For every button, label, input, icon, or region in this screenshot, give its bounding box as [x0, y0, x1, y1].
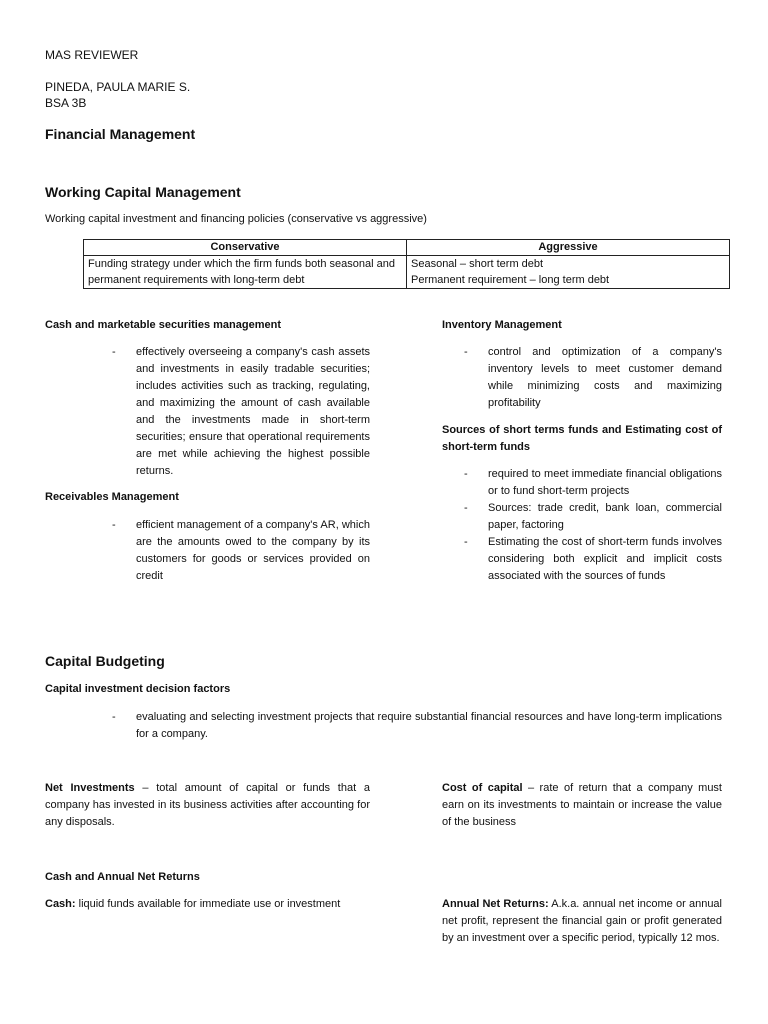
heading-financial-management: Financial Management — [45, 126, 196, 142]
list-item — [442, 500, 722, 534]
heading-receivables: Receivables Management — [45, 491, 179, 503]
cost-of-capital-term: Cost of capital — [442, 782, 523, 794]
bullet-dash: - — [464, 536, 468, 548]
cash-management-text: effectively overseeing a company's cash assets and investments in easily tradable securities; includes activities such as tracking, regulating, and maximizing the amount of cash available and the investments made in short-term securities; ensure that operational requirements are met while achieving the highest possible returns. — [136, 346, 370, 477]
sources-text-3: Estimating the cost of short-term funds involves considering both explicit and implicit costs associated with the sources of funds — [488, 536, 722, 582]
list-item — [90, 344, 370, 480]
cost-of-capital-text: – rate of return that a company must earn on its investments to maintain or increase the value of the business — [442, 782, 722, 828]
heading-cash-management: Cash and marketable securities management — [45, 319, 281, 331]
annual-net-returns-term: Annual Net Returns: — [442, 898, 549, 910]
author-section: BSA 3B — [45, 96, 87, 110]
net-investments-term: Net Investments — [45, 782, 135, 794]
bullet-dash: - — [464, 502, 468, 514]
aggressive-line-2: Permanent requirement – long term debt — [411, 274, 610, 286]
list-item — [90, 709, 722, 743]
cash-term: Cash: — [45, 898, 76, 910]
net-investments-text: – total amount of capital or funds that a company has invested in its business activities after accounting for any disposals. — [45, 782, 370, 828]
net-investments-def — [45, 780, 370, 831]
sources-text-2: Sources: trade credit, bank loan, commercial paper, factoring — [488, 502, 722, 531]
cash-def — [45, 896, 370, 913]
heading-sources: Sources of short terms funds and Estimating cost of short-term funds — [442, 424, 722, 453]
author-name: PINEDA, PAULA MARIE S. — [45, 80, 191, 94]
heading-cash-returns: Cash and Annual Net Returns — [45, 871, 200, 883]
bullet-dash: - — [112, 519, 116, 531]
inventory-text: control and optimization of a company's inventory levels to meet customer demand while minimizing costs and maximizing profitability — [488, 346, 722, 409]
receivables-text: efficient management of a company's AR, which are the amounts owed to the company by its customers for goods or services provided on credit — [136, 519, 370, 582]
bullet-dash: - — [112, 711, 116, 723]
bullet-dash: - — [464, 468, 468, 480]
table-header-aggressive: Aggressive — [407, 240, 730, 256]
bullet-dash: - — [464, 346, 468, 358]
table-header-conservative: Conservative — [84, 240, 407, 256]
heading-working-capital: Working Capital Management — [45, 184, 241, 200]
sources-text-1: required to meet immediate financial obligations or to fund short-term projects — [488, 468, 722, 497]
annual-net-returns-def — [442, 896, 722, 947]
table-header-row — [84, 240, 730, 256]
aggressive-line-1: Seasonal – short term debt — [411, 258, 544, 270]
cash-text: liquid funds available for immediate use or investment — [75, 898, 341, 910]
list-item — [442, 466, 722, 500]
policy-table — [83, 239, 730, 289]
policy-table-wrap — [83, 239, 730, 289]
table-cell-conservative: Funding strategy under which the firm funds both seasonal and permanent requirements with long-term debt — [84, 256, 407, 289]
decision-factors-text: evaluating and selecting investment projects that require substantial financial resources and have long-term implications for a company. — [136, 711, 722, 740]
annual-net-returns-text: A.k.a. annual net income or annual net profit, represent the financial gain or profit generated by an investment over a specific period, typically 12 mos. — [442, 898, 722, 944]
cost-of-capital-def — [442, 780, 722, 831]
list-item — [90, 517, 370, 585]
doc-title: MAS REVIEWER — [45, 48, 139, 62]
sources-list — [442, 466, 722, 585]
table-row — [84, 256, 730, 289]
list-item — [442, 344, 722, 412]
bullet-dash: - — [112, 346, 116, 358]
heading-decision-factors: Capital investment decision factors — [45, 683, 231, 695]
list-item — [442, 534, 722, 585]
wcm-intro: Working capital investment and financing policies (conservative vs aggressive) — [45, 213, 427, 225]
table-cell-aggressive — [407, 256, 730, 289]
heading-inventory: Inventory Management — [442, 319, 562, 331]
heading-capital-budgeting: Capital Budgeting — [45, 653, 165, 669]
